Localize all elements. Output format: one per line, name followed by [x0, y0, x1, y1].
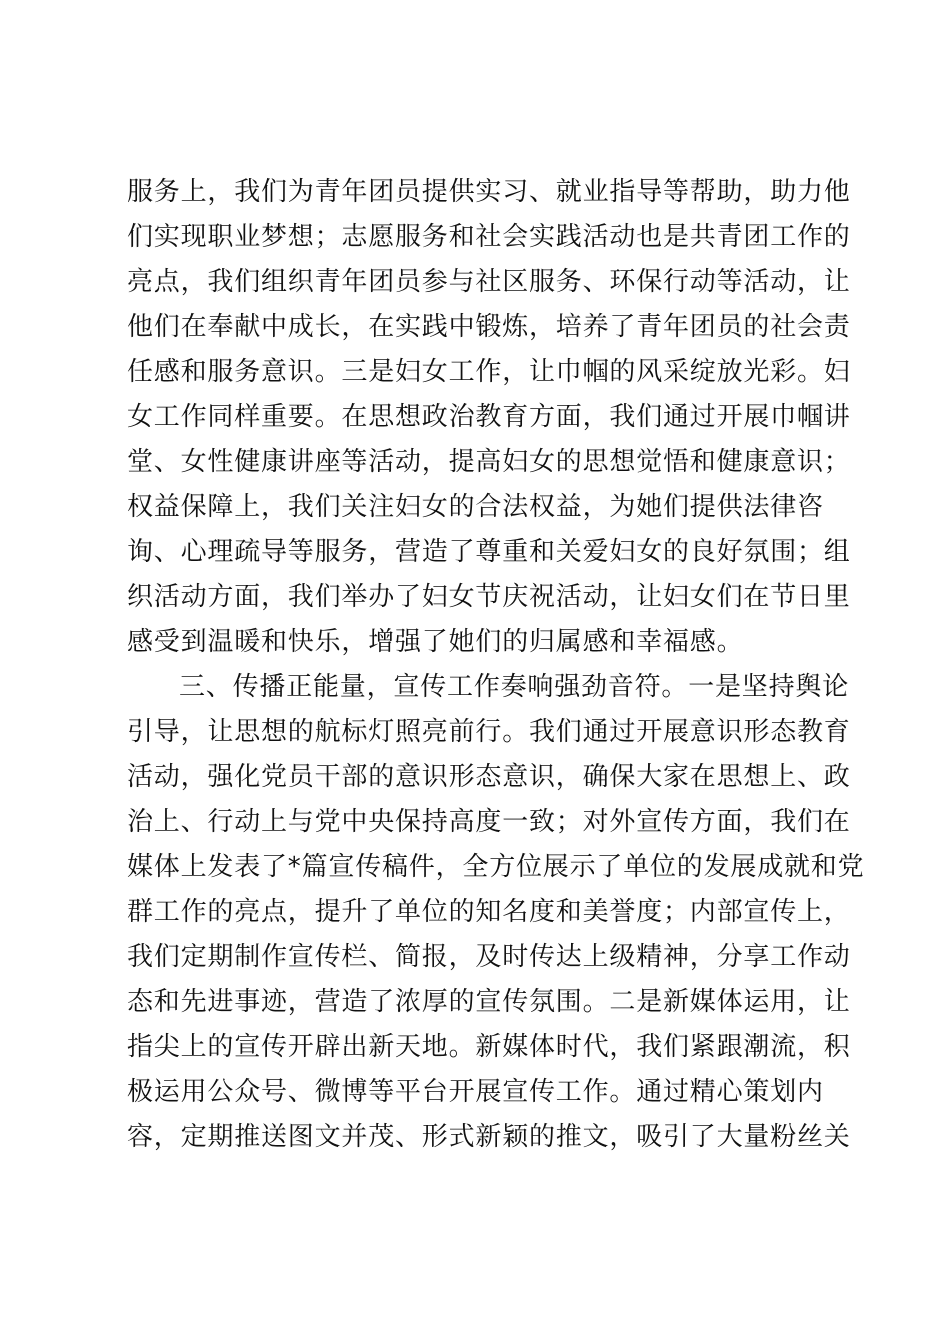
text-line: 我们定期制作宣传栏、简报，及时传达上级精神，分享工作动	[127, 942, 851, 972]
text-line: 询、心理疏导等服务，营造了尊重和关爱妇女的良好氛围；组	[127, 537, 851, 567]
text-line: 治上、行动上与党中央保持高度一致；对外宣传方面，我们在	[127, 807, 851, 837]
text-line: 活动，强化党员干部的意识形态意识，确保大家在思想上、政	[127, 762, 851, 792]
text-line: 极运用公众号、微博等平台开展宣传工作。通过精心策划内	[127, 1077, 824, 1107]
text-line: 群工作的亮点，提升了单位的知名度和美誉度；内部宣传上，	[127, 897, 851, 927]
text-line: 女工作同样重要。在思想政治教育方面，我们通过开展巾帼讲	[127, 402, 851, 432]
text-line: 媒体上发表了*篇宣传稿件，全方位展示了单位的发展成就和党	[127, 852, 865, 882]
text-line: 权益保障上，我们关注妇女的合法权益，为她们提供法律咨	[127, 492, 824, 522]
text-line: 引导，让思想的航标灯照亮前行。我们通过开展意识形态教育	[127, 717, 851, 747]
text-line: 任感和服务意识。三是妇女工作，让巾帼的风采绽放光彩。妇	[127, 357, 851, 387]
text-line: 感受到温暖和快乐，增强了她们的归属感和幸福感。	[127, 627, 744, 657]
text-line: 织活动方面，我们举办了妇女节庆祝活动，让妇女们在节日里	[127, 582, 851, 612]
text-line: 指尖上的宣传开辟出新天地。新媒体时代，我们紧跟潮流，积	[127, 1032, 851, 1062]
text-line: 亮点，我们组织青年团员参与社区服务、环保行动等活动，让	[127, 267, 851, 297]
text-line: 堂、女性健康讲座等活动，提高妇女的思想觉悟和健康意识；	[127, 447, 851, 477]
text-line: 他们在奉献中成长，在实践中锻炼，培养了青年团员的社会责	[127, 312, 851, 342]
text-line: 服务上，我们为青年团员提供实习、就业指导等帮助，助力他	[127, 177, 851, 207]
text-line: 容，定期推送图文并茂、形式新颖的推文，吸引了大量粉丝关	[127, 1122, 851, 1152]
section-heading-line: 三、传播正能量，宣传工作奏响强劲音符。一是坚持舆论	[179, 672, 850, 702]
body-text	[127, 170, 865, 1160]
text-line: 们实现职业梦想；志愿服务和社会实践活动也是共青团工作的	[127, 222, 851, 252]
text-line: 态和先进事迹，营造了浓厚的宣传氛围。二是新媒体运用，让	[127, 987, 851, 1017]
